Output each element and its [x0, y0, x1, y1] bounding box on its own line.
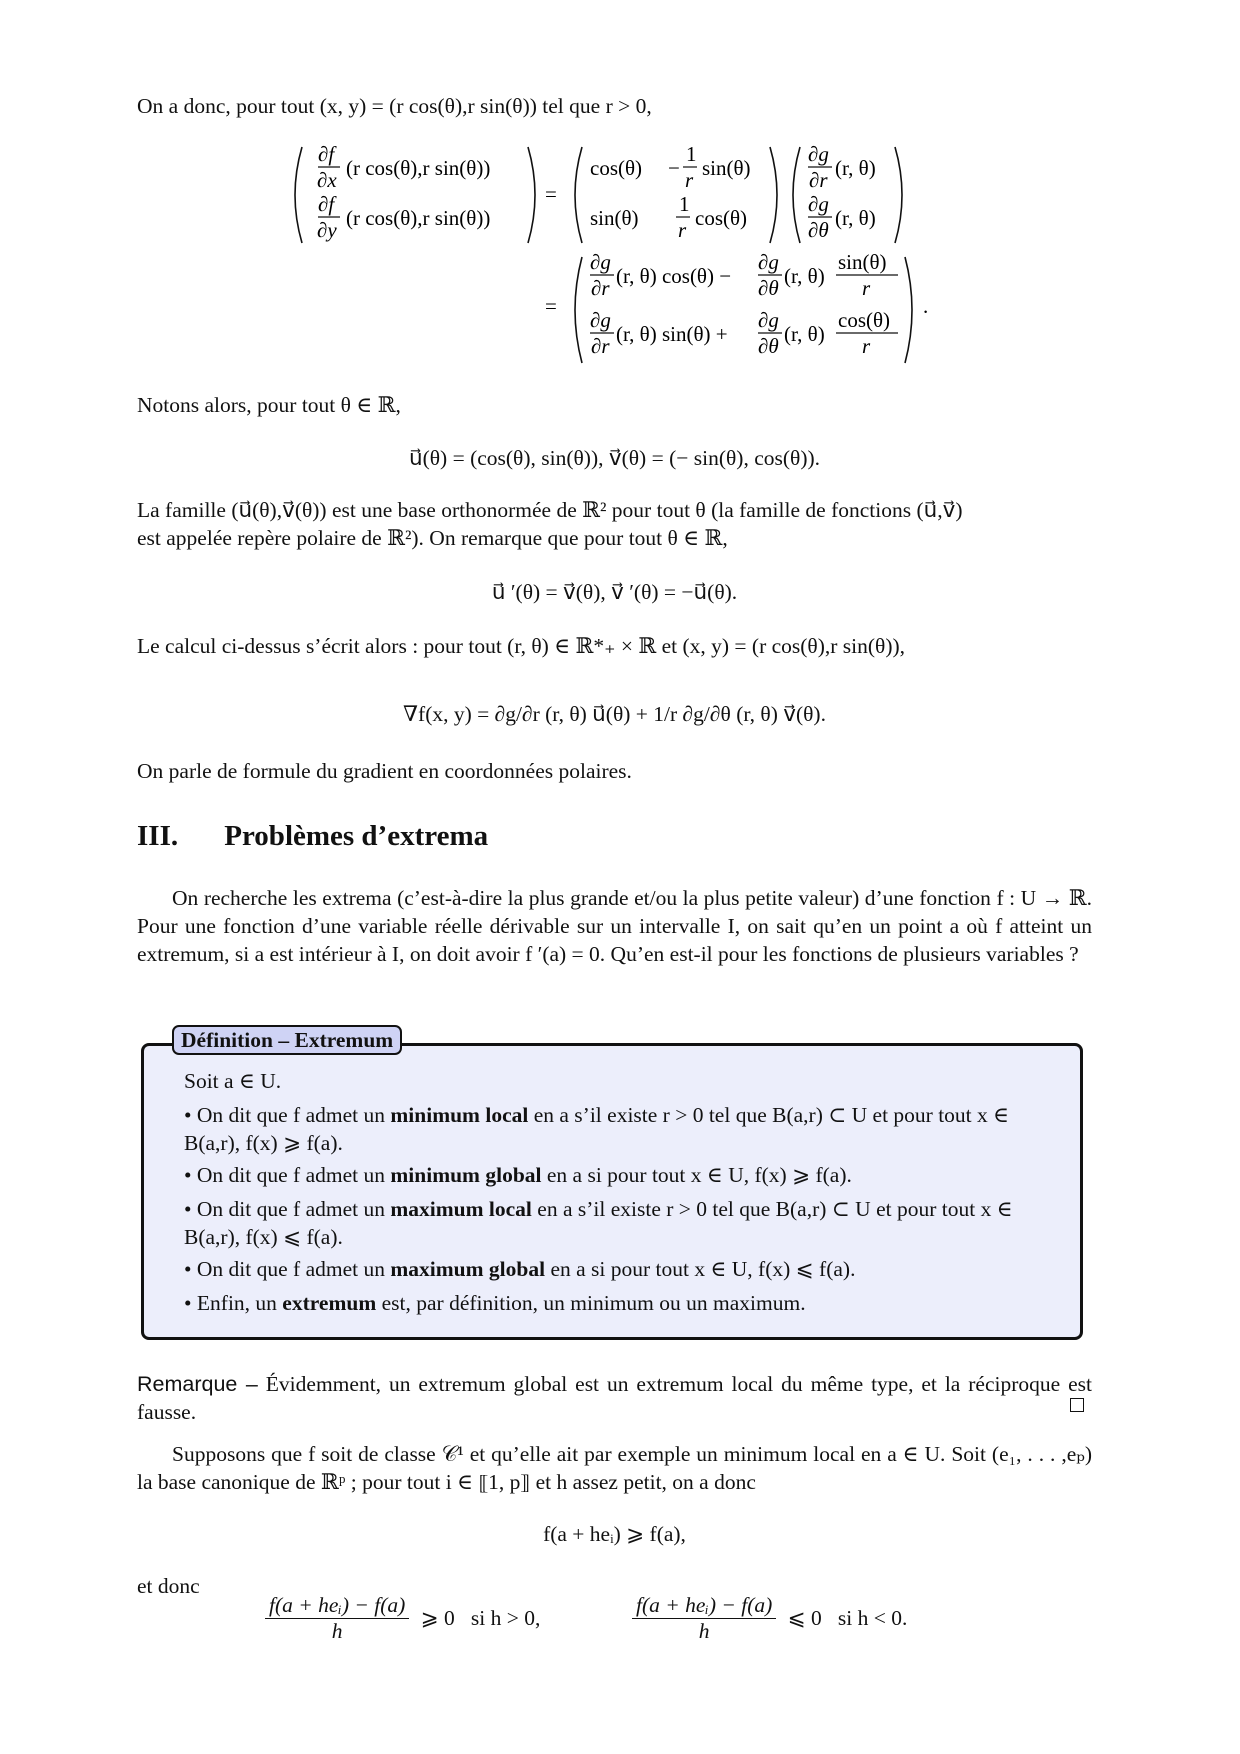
term-minimum-local: minimum local [390, 1103, 529, 1127]
svg-text:cos(θ): cos(θ) [838, 308, 891, 332]
term-extremum: extremum [282, 1291, 377, 1315]
svg-text:−: − [668, 156, 680, 180]
calcul-line: Le calcul ci-dessus s’écrit alors : pour tout (r, θ) ∈ ℝ*₊ × ℝ et (x, y) = (r cos(θ),r sin(θ)), [137, 634, 906, 658]
svg-text:cos(θ): cos(θ) [695, 206, 748, 230]
svg-text:(r, θ) cos(θ) −: (r, θ) cos(θ) − [616, 264, 732, 288]
svg-text:∂g: ∂g [758, 250, 779, 274]
svg-text:∂g: ∂g [590, 250, 611, 274]
term-maximum-local: maximum local [390, 1197, 532, 1221]
svg-text:=: = [545, 182, 557, 206]
svg-text:∂r: ∂r [591, 276, 610, 300]
svg-text:(r, θ) sin(θ) +: (r, θ) sin(θ) + [616, 322, 728, 346]
inequality: f(a + heᵢ) ⩾ f(a), [543, 1522, 686, 1546]
svg-text:∂f: ∂f [318, 142, 335, 166]
term-maximum-global: maximum global [390, 1257, 546, 1281]
famille-line-2: est appelée repère polaire de ℝ²). On remarque que pour tout θ ∈ ℝ, [137, 526, 728, 550]
svg-text:∂x: ∂x [317, 168, 337, 192]
svg-text:∂g: ∂g [758, 308, 779, 332]
et-donc: et donc [137, 1574, 200, 1598]
svg-text:sin(θ): sin(θ) [590, 206, 639, 230]
section-heading [137, 820, 488, 853]
svg-text:r: r [862, 276, 871, 300]
svg-text:∂r: ∂r [809, 168, 828, 192]
remarque-label: Remarque – [137, 1372, 258, 1396]
formule-line: On parle de formule du gradient en coordonnées polaires. [137, 759, 632, 783]
svg-text:∂g: ∂g [808, 142, 829, 166]
extrema-paragraph: On recherche les extrema (c’est-à-dire la plus grande et/ou la plus petite valeur) d’une fonction f : U → ℝ. Pour une fonction d’une variable réelle dérivable sur un intervalle I, on sait qu’en un point a où f atteint un extremum, si a est intérieur à I, on doit avoir f ′(a) = 0. Qu’en est-il pour les fonctions de plusieurs variables ? [137, 886, 1092, 966]
svg-text:(r, θ): (r, θ) [835, 206, 876, 230]
final-right-denominator: h [698, 1619, 710, 1643]
svg-text:∂θ: ∂θ [808, 218, 829, 242]
svg-text:(r, θ): (r, θ) [784, 322, 825, 346]
final-right [632, 1593, 907, 1644]
famille-line-1: La famille (u⃗(θ),v⃗(θ)) est une base orthonormée de ℝ² pour tout θ (la famille de fonctions (u⃗,v⃗) [137, 498, 963, 522]
derivatives-equation: u⃗ ′(θ) = v⃗(θ), v⃗ ′(θ) = −u⃗(θ). [491, 580, 738, 604]
svg-text:∂θ: ∂θ [758, 276, 779, 300]
svg-text:1: 1 [686, 142, 697, 166]
svg-text:∂g: ∂g [590, 308, 611, 332]
svg-text:1: 1 [679, 192, 690, 216]
definition-soit: Soit a ∈ U. [184, 1069, 282, 1093]
final-left-numerator: f(a + heᵢ) − f(a) [265, 1593, 409, 1619]
intro-line: On a donc, pour tout (x, y) = (r cos(θ),r sin(θ)) tel que r > 0, [137, 94, 652, 118]
svg-text:∂g: ∂g [808, 192, 829, 216]
notons-line: Notons alors, pour tout θ ∈ ℝ, [137, 393, 401, 417]
final-right-numerator: f(a + heᵢ) − f(a) [632, 1593, 776, 1619]
qed-square-icon [1070, 1398, 1084, 1412]
svg-text:(r cos(θ),r sin(θ)): (r cos(θ),r sin(θ)) [346, 156, 491, 180]
svg-text:sin(θ): sin(θ) [838, 250, 887, 274]
final-right-relation: ⩽ 0 si h < 0. [787, 1606, 908, 1630]
definition-item: • On dit que f admet un maximum global en a si pour tout x ∈ U, f(x) ⩽ f(a). [184, 1257, 856, 1281]
definition-item: • On dit que f admet un minimum global en a si pour tout x ∈ U, f(x) ⩾ f(a). [184, 1163, 852, 1187]
svg-text:∂f: ∂f [318, 192, 335, 216]
svg-text:=: = [545, 294, 557, 318]
svg-text:(r, θ): (r, θ) [784, 264, 825, 288]
svg-text:r: r [862, 334, 871, 358]
svg-text:∂r: ∂r [591, 334, 610, 358]
svg-text:r: r [685, 168, 694, 192]
final-left-relation: ⩾ 0 si h > 0, [420, 1606, 541, 1630]
svg-text:(r cos(θ),r sin(θ)): (r cos(θ),r sin(θ)) [346, 206, 491, 230]
matrix-equation [290, 135, 970, 375]
gradient-formula: ∇f(x, y) = ∂g/∂r (r, θ) u⃗(θ) + 1/r ∂g/∂θ (r, θ) v⃗(θ). [403, 702, 826, 726]
uv-definition: u⃗(θ) = (cos(θ), sin(θ)), v⃗(θ) = (− sin(θ), cos(θ)). [408, 446, 821, 470]
svg-text:.: . [923, 294, 929, 318]
svg-text:(r, θ): (r, θ) [835, 156, 876, 180]
definition-item: • Enfin, un extremum est, par définition, un minimum ou un maximum. [184, 1291, 806, 1315]
svg-text:∂y: ∂y [317, 218, 337, 242]
remarque-paragraph: Remarque – Évidemment, un extremum global est un extremum local du même type, et la réciproque est fausse. [137, 1372, 1092, 1424]
section-number: III. [137, 820, 179, 852]
svg-text:∂θ: ∂θ [758, 334, 779, 358]
definition-item: • On dit que f admet un minimum local en a s’il existe r > 0 tel que B(a,r) ⊂ U et pour tout x ∈ B(a,r), f(x) ⩾ f(a). [184, 1103, 1010, 1155]
final-left-denominator: h [331, 1619, 343, 1643]
svg-text:sin(θ): sin(θ) [702, 156, 751, 180]
term-minimum-global: minimum global [390, 1163, 542, 1187]
supposons-paragraph: Supposons que f soit de classe 𝒞¹ et qu’elle ait par exemple un minimum local en a ∈ U. Soit (e₁, . . . ,eₚ) la base canonique de ℝᵖ ; pour tout i ∈ ⟦1, p⟧ et h assez petit, on a donc [137, 1442, 1092, 1494]
definition-item: • On dit que f admet un maximum local en a s’il existe r > 0 tel que B(a,r) ⊂ U et pour tout x ∈ B(a,r), f(x) ⩽ f(a). [184, 1197, 1013, 1249]
final-left [265, 1593, 540, 1644]
definition-title: Définition – Extremum [172, 1025, 402, 1055]
svg-text:r: r [678, 218, 687, 242]
svg-text:cos(θ): cos(θ) [590, 156, 643, 180]
section-title: Problèmes d’extrema [224, 820, 489, 852]
